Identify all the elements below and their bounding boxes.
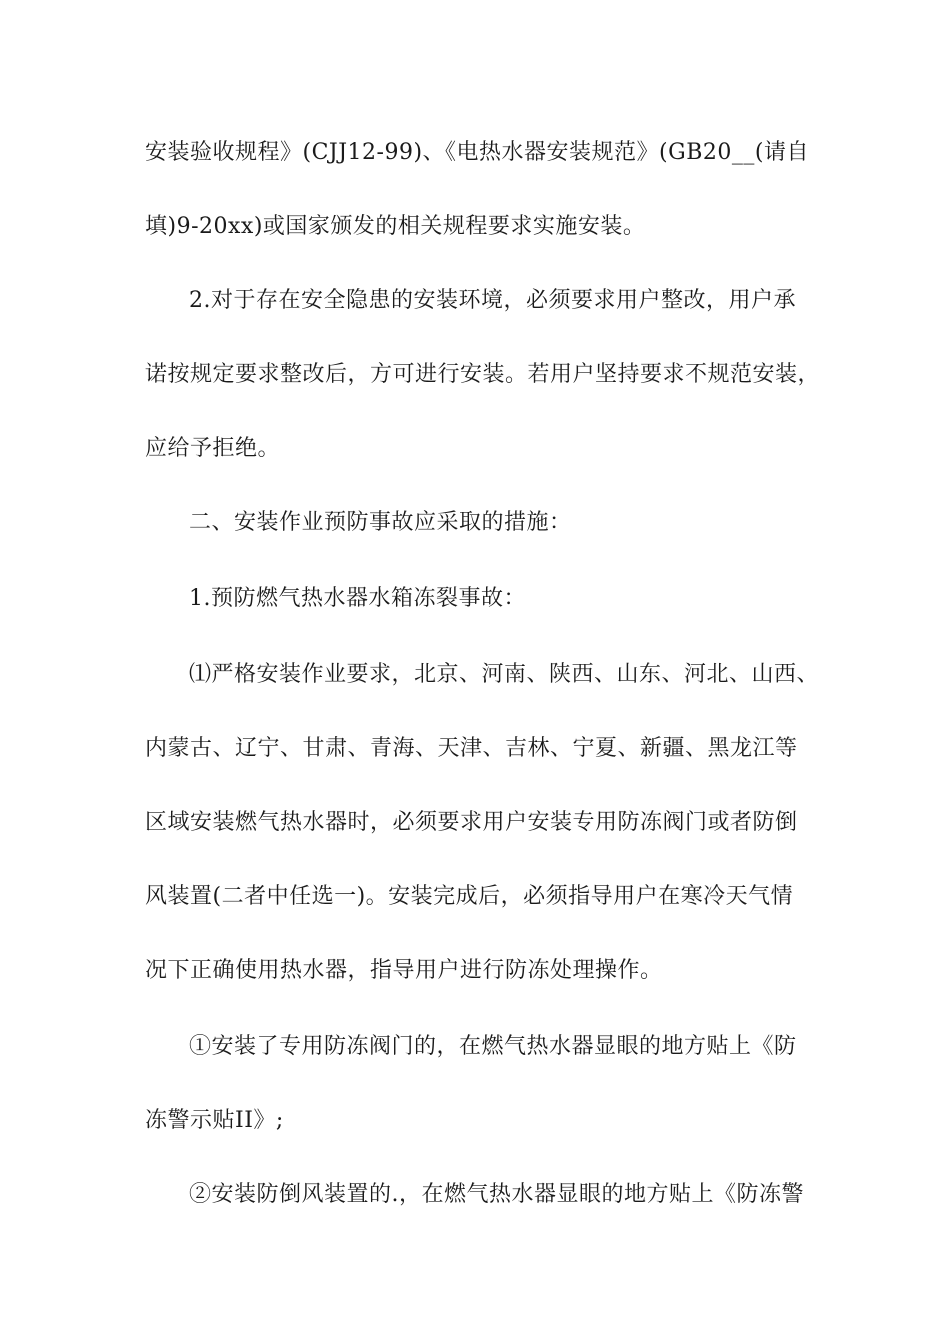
- text-line-9: 内蒙古、辽宁、甘肃、青海、天津、吉林、宁夏、新疆、黑龙江等: [145, 736, 798, 761]
- text-line-2: 填)9-20xx)或国家颁发的相关规程要求实施安装。: [145, 214, 646, 239]
- text-line-4: 诺按规定要求整改后，方可进行安装。若用户坚持要求不规范安装，: [145, 362, 821, 387]
- text-line-8: ⑴严格安装作业要求，北京、河南、陕西、山东、河北、山西、: [189, 662, 820, 687]
- text-line-12: 况下正确使用热水器，指导用户进行防冻处理操作。: [145, 958, 663, 983]
- text-line-10: 区域安装燃气热水器时，必须要求用户安装专用防冻阀门或者防倒: [145, 810, 798, 835]
- text-line-11: 风装置(二者中任选一)。安装完成后，必须指导用户在寒冷天气情: [145, 884, 794, 909]
- text-line-15: ②安装防倒风装置的.，在燃气热水器显眼的地方贴上《防冻警: [189, 1182, 804, 1207]
- text-line-7: 1.预防燃气热水器水箱冻裂事故：: [189, 586, 526, 611]
- text-line-13: ①安装了专用防冻阀门的，在燃气热水器显眼的地方贴上《防: [189, 1034, 797, 1059]
- text-line-1: 安装验收规程》(CJJ12-99)、《电热水器安装规范》(GB20__(请自: [145, 140, 809, 165]
- text-line-14: 冻警示贴II》;: [145, 1108, 284, 1133]
- text-line-3: 2.对于存在安全隐患的安装环境，必须要求用户整改，用户承: [189, 288, 796, 313]
- text-line-5: 应给予拒绝。: [145, 436, 281, 461]
- section-heading: 二、安装作业预防事故应采取的措施：: [189, 510, 572, 535]
